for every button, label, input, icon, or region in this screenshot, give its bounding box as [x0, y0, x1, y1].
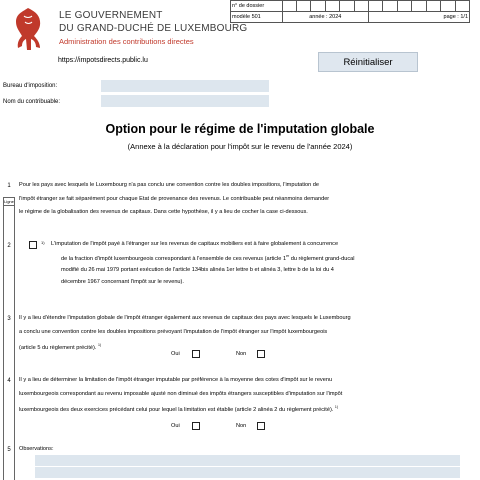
line-4-text	[19, 374, 469, 417]
line-1-text-b: l'impôt étranger se fait séparément pour chaque Etat de provenance des revenus. Le contribuable peut néanmoins demander	[19, 195, 330, 202]
bureau-label: Bureau d'imposition:	[3, 83, 58, 89]
line-2-text-b1: de la fraction d'impôt luxembourgeois correspondant à l'ensemble de ces revenus (article 1	[61, 255, 287, 262]
year-label: année : 2024	[282, 12, 369, 23]
line-3-text-b: a conclu une convention contre les doubles impositions prévoyant l'imputation de l'impôt étranger sur l'impôt luxembourgeois	[19, 328, 328, 335]
line-2-text-d: décembre 1967 concernant l'impôt sur le revenu).	[61, 279, 184, 286]
lion-logo-icon	[10, 6, 46, 52]
line-3-non-checkbox[interactable]	[257, 350, 265, 358]
dossier-digit[interactable]	[455, 1, 469, 12]
line-number-4: 4	[7, 378, 11, 384]
org-administration: Administration des contributions directes	[59, 37, 194, 46]
ligne-header: Ligne	[4, 199, 14, 204]
line-number-1: 1	[7, 183, 11, 189]
line-1-text-c: le régime de la globalisation des revenus de capitaux. Dans cette hypothèse, il y a lieu de cocher la case ci-dessous.	[19, 209, 308, 215]
page-title: Option pour le régime de l'imputation globale	[105, 122, 375, 136]
dossier-digit[interactable]	[354, 1, 368, 12]
globalisation-checkbox[interactable]	[29, 241, 37, 249]
dossier-label: n° de dossier	[231, 1, 283, 12]
footnote-ref: 1)	[334, 405, 339, 409]
line-number-2: 2	[7, 243, 11, 249]
non-label: Non	[236, 351, 247, 357]
ligne-column	[3, 197, 15, 480]
org-name-line2: DU GRAND-DUCHÉ DE LUXEMBOURG	[59, 23, 248, 34]
dossier-digit[interactable]	[369, 1, 383, 12]
line-1-text-a: Pour les pays avec lesquels le Luxembourg n'a pas conclu une convention contre les doubles impositions, l'imputation de	[19, 182, 320, 188]
observations-label: Observations:	[19, 446, 54, 452]
bureau-input[interactable]	[101, 80, 269, 92]
dossier-grid	[230, 0, 470, 23]
line-4-oui-checkbox[interactable]	[192, 422, 200, 430]
line-2-text-b2: du règlement grand-ducal	[289, 255, 355, 262]
line-2-text-c: modifié du 26 mai 1979 portant exécution de l'article 134bis alinéa 1er lettre b et alinéa 3, lettre b de la loi du 4	[61, 267, 334, 274]
line-4-text-a: Il y a lieu de déterminer la limitation de l'impôt étranger imputable par préférence à la moyenne des cotes d'impôt sur le revenu	[19, 377, 333, 383]
footnote-ref: 1)	[41, 240, 45, 245]
dossier-digit[interactable]	[340, 1, 354, 12]
oui-label: Oui	[171, 351, 180, 357]
org-name-line1: LE GOUVERNEMENT	[59, 10, 163, 21]
line-2-sup: er	[286, 253, 290, 258]
line-1-text	[19, 179, 469, 220]
dossier-digit[interactable]	[383, 1, 397, 12]
non-label: Non	[236, 423, 247, 429]
footnote-ref: 1)	[97, 343, 102, 347]
dossier-digit[interactable]	[311, 1, 325, 12]
line-2-text	[51, 239, 471, 289]
dossier-digit[interactable]	[282, 1, 296, 12]
line-number-3: 3	[7, 316, 11, 322]
line-4-non-checkbox[interactable]	[257, 422, 265, 430]
dossier-digit[interactable]	[441, 1, 455, 12]
dossier-digit[interactable]	[426, 1, 440, 12]
dossier-digit[interactable]	[412, 1, 426, 12]
dossier-digit[interactable]	[397, 1, 411, 12]
line-3-oui-checkbox[interactable]	[192, 350, 200, 358]
observations-input-2[interactable]	[35, 467, 460, 478]
model-label: modèle 501	[231, 12, 283, 23]
line-number-5: 5	[7, 447, 11, 453]
page-subtitle: (Annexe à la déclaration pour l'impôt sur le revenu de l'année 2024)	[127, 142, 353, 151]
line-2-text-a: L'imputation de l'impôt payé à l'étranger sur les revenus de capitaux mobiliers est à faire globalement à concurrence	[51, 241, 339, 247]
dossier-digit[interactable]	[296, 1, 310, 12]
line-3-text-a: Il y a lieu d'étendre l'imputation globale de l'impôt étranger également aux revenus de capitaux des pays avec lesquels le Luxembourg	[19, 315, 351, 321]
reset-button[interactable]: Réinitialiser	[318, 52, 418, 72]
contribuable-label: Nom du contribuable:	[3, 99, 61, 105]
line-4-text-c: luxembourgeois des deux exercices précédant celui pour lequel la limitation est établie (article 2 alinéa 2 du règlement précité).	[19, 406, 334, 413]
page-label: page : 1/1	[369, 12, 470, 23]
oui-label: Oui	[171, 423, 180, 429]
line-3-text	[19, 312, 469, 355]
contribuable-input[interactable]	[101, 95, 269, 107]
line-3-text-c: (article 5 du règlement précité).	[19, 344, 97, 351]
observations-input-1[interactable]	[35, 455, 460, 466]
website-link[interactable]: https://impotsdirects.public.lu	[58, 57, 148, 64]
dossier-digit[interactable]	[325, 1, 339, 12]
line-4-text-b: luxembourgeois correspondant au revenu imposable ajusté non diminué des impôts étrangers susceptibles d'imputation sur l'impôt	[19, 390, 343, 397]
